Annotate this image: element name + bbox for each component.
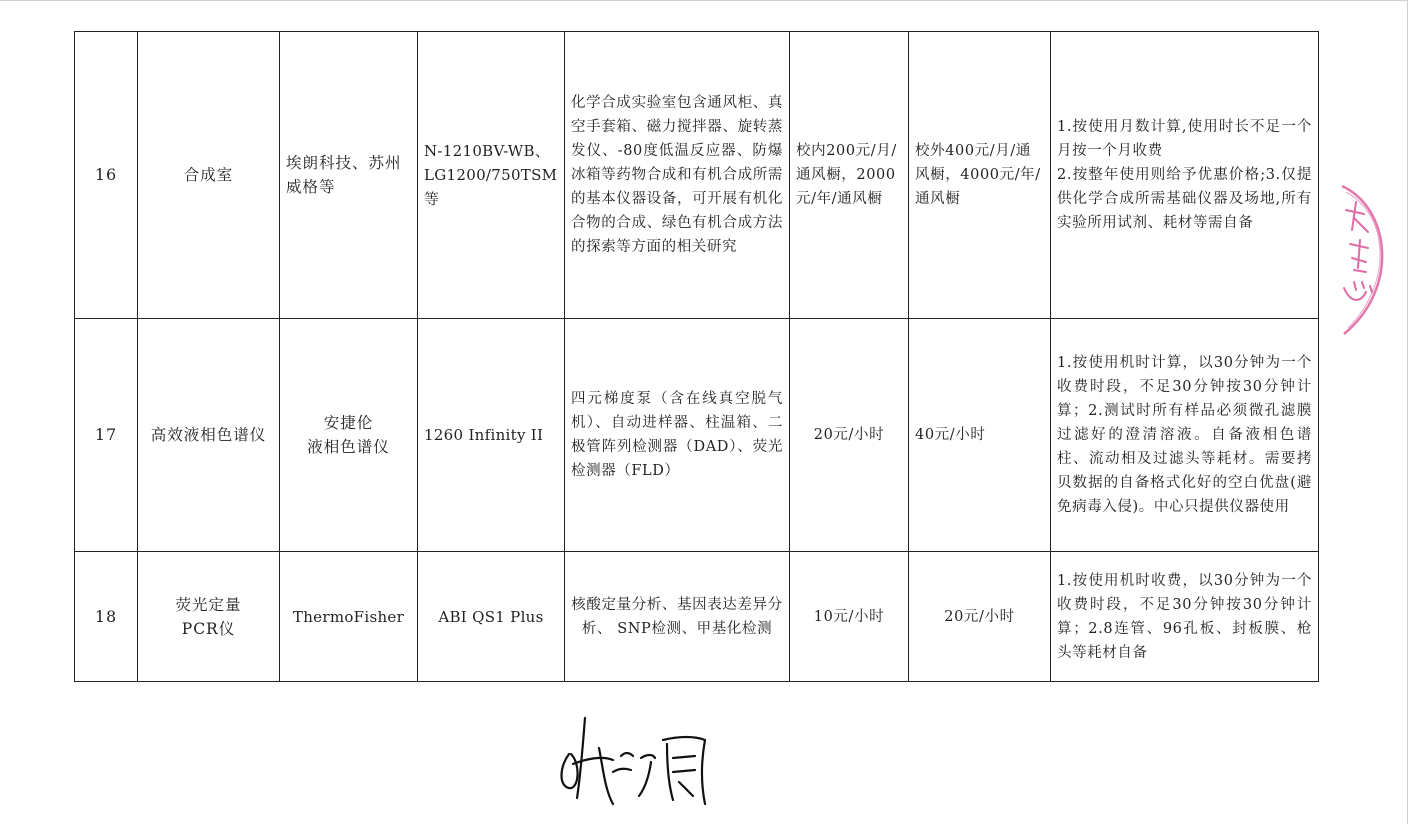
function-cell: 化学合成实验室包含通风柜、真空手套箱、磁力搅拌器、旋转蒸发仪、-80度低温反应器、防爆冰箱等药物合成和有机合成所需的基本仪器设备，可开展有机化合物的合成、绿色有机合成方法的探索等方面的相关研究 xyxy=(565,32,790,319)
seal-stamp xyxy=(1330,178,1409,338)
table-row xyxy=(75,552,1319,682)
external-price-cell: 20元/小时 xyxy=(909,552,1051,682)
external-price-cell: 40元/小时 xyxy=(909,319,1051,552)
table-row xyxy=(75,32,1319,319)
model-cell: 1260 Infinity II xyxy=(418,319,565,552)
notes-cell: 1.按使用机时计算，以30分钟为一个收费时段，不足30分钟按30分钟计算；2.测试时所有样品必须微孔滤膜过滤好的澄清溶液。自备液相色谱柱、流动相及过滤头等耗材。需要拷贝数据的自备格式化好的空白优盘(避免病毒入侵)。中心只提供仪器使用 xyxy=(1051,319,1319,552)
internal-price-cell: 10元/小时 xyxy=(790,552,909,682)
brand-cell: ThermoFisher xyxy=(280,552,418,682)
row-number: 17 xyxy=(75,319,138,552)
handwritten-signature xyxy=(555,712,725,812)
external-price-cell: 校外400元/月/通风橱，4000元/年/通风橱 xyxy=(909,32,1051,319)
instrument-name: 高效液相色谱仪 xyxy=(138,319,280,552)
instrument-name: 荧光定量 PCR仪 xyxy=(138,552,280,682)
function-cell: 核酸定量分析、基因表达差异分析、 SNP检测、甲基化检测 xyxy=(565,552,790,682)
brand-cell: 埃朗科技、苏州威格等 xyxy=(280,32,418,319)
notes-cell: 1.按使用月数计算,使用时长不足一个月按一个月收费 2.按整年使用则给予优惠价格;3.仅提供化学合成所需基础仪器及场地,所有实验所用试剂、耗材等需自备 xyxy=(1051,32,1319,319)
equipment-fee-table xyxy=(74,31,1319,682)
table-row xyxy=(75,319,1319,552)
function-cell: 四元梯度泵（含在线真空脱气机）、自动进样器、柱温箱、二极管阵列检测器（DAD）、荧光检测器（FLD） xyxy=(565,319,790,552)
notes-cell: 1.按使用机时收费，以30分钟为一个收费时段，不足30分钟按30分钟计算；2.8连管、96孔板、封板膜、枪头等耗材自备 xyxy=(1051,552,1319,682)
internal-price-cell: 校内200元/月/通风橱，2000元/年/通风橱 xyxy=(790,32,909,319)
model-cell: N-1210BV-WB、LG1200/750TSM等 xyxy=(418,32,565,319)
instrument-name: 合成室 xyxy=(138,32,280,319)
internal-price-cell: 20元/小时 xyxy=(790,319,909,552)
row-number: 18 xyxy=(75,552,138,682)
brand-cell: 安捷伦 液相色谱仪 xyxy=(280,319,418,552)
row-number: 16 xyxy=(75,32,138,319)
model-cell: ABI QS1 Plus xyxy=(418,552,565,682)
